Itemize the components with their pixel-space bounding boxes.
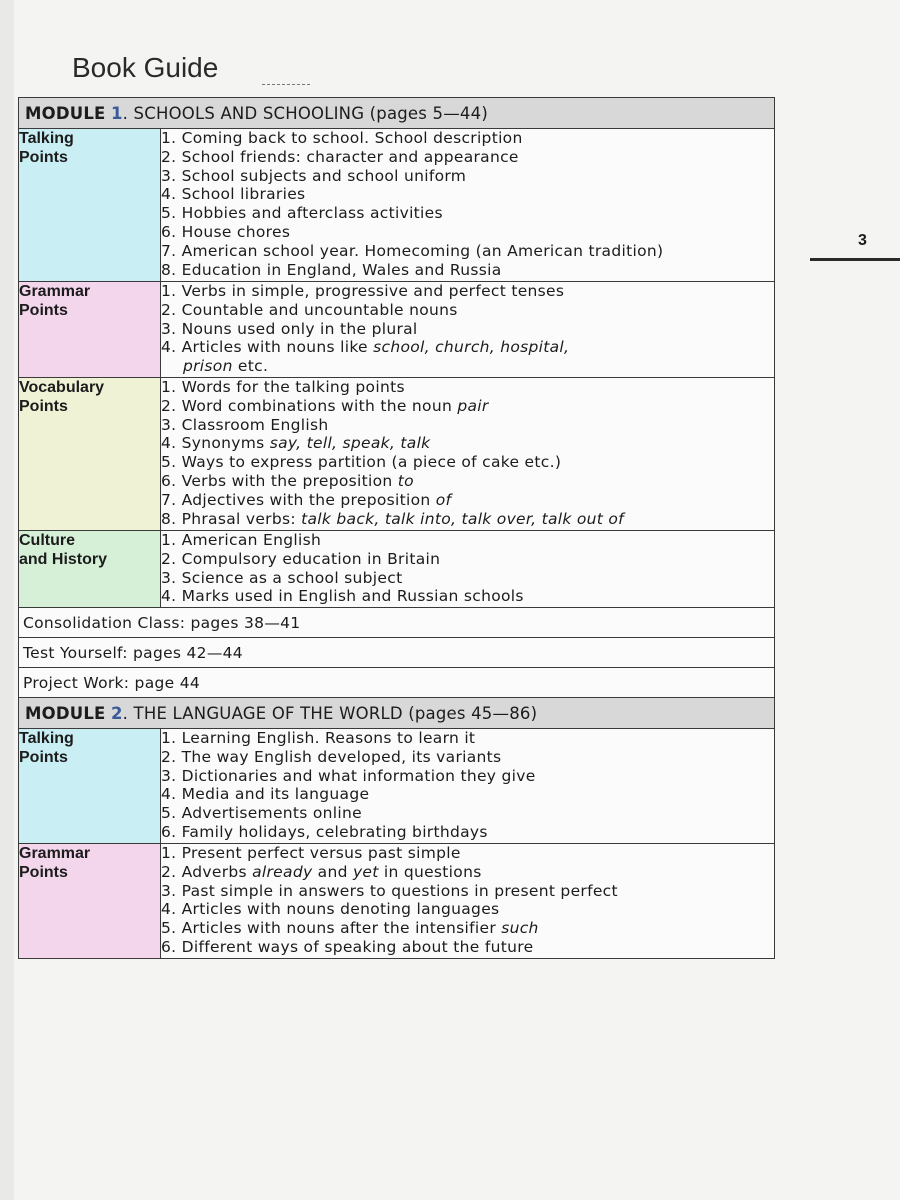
module-1-word: MODULE: [25, 103, 106, 123]
grammar-points-list: [161, 844, 774, 957]
list-item: 1. Words for the talking points: [161, 378, 405, 396]
module-1-culture-row: [19, 531, 775, 608]
item-italic: such: [501, 919, 539, 938]
page-title: Book Guide: [72, 52, 219, 83]
list-item: 3. Nouns used only in the plural: [161, 319, 418, 338]
label-line-2: Points: [19, 749, 68, 766]
label-line-1: Vocabulary: [19, 379, 105, 396]
vocabulary-points-label: [19, 378, 161, 531]
grammar-points-list-cell: [161, 844, 775, 959]
list-item: 5. Hobbies and afterclass activities: [161, 204, 443, 223]
list-item: [161, 863, 774, 882]
module-1-header: [19, 98, 775, 129]
list-item: 1. American English: [161, 531, 322, 549]
grammar-points-label: [19, 844, 161, 959]
module-1-talking-row: [19, 129, 775, 282]
item-italic: already: [252, 862, 313, 881]
label-line-1: Talking: [19, 730, 74, 747]
list-item: 6. Family holidays, celebrating birthdays: [161, 822, 488, 841]
list-item: 1. Verbs in simple, progressive and perfect tenses: [161, 282, 565, 300]
consolidation-class: Consolidation Class: pages 38—41: [19, 608, 775, 638]
grammar-points-list: [161, 282, 774, 376]
page-number-rule: [810, 258, 900, 261]
talking-points-list: [161, 729, 774, 842]
list-item: 1. Coming back to school. School description: [161, 129, 523, 147]
module-2-title: . THE LANGUAGE OF THE WORLD (pages 45—86): [122, 703, 538, 723]
page-edge: [0, 0, 14, 1200]
talking-points-label: [19, 729, 161, 844]
item-italic: of: [435, 490, 452, 509]
list-item: 4. Marks used in English and Russian schools: [161, 587, 524, 606]
module-2-word: MODULE: [25, 703, 106, 723]
list-item: 3. Dictionaries and what information they give: [161, 766, 536, 785]
list-item: [161, 338, 774, 376]
item-italic: school, church, hospital,: [373, 338, 570, 357]
item-text: 4. Synonyms: [161, 434, 270, 453]
label-line-2: Points: [19, 149, 68, 166]
list-item: [161, 397, 774, 416]
module-1-number: 1: [110, 103, 123, 123]
item-italic: prison: [183, 357, 233, 376]
consolidation-row: [19, 608, 775, 638]
module-2-heading: [19, 698, 775, 729]
list-item: 6. Different ways of speaking about the future: [161, 937, 534, 956]
item-continuation: [161, 357, 774, 376]
module-2-talking-row: [19, 729, 775, 844]
list-item: 5. Ways to express partition (a piece of cake etc.): [161, 453, 562, 472]
list-item: 7. American school year. Homecoming (an American tradition): [161, 241, 664, 260]
label-line-1: Grammar: [19, 283, 91, 300]
item-italic: talk back, talk into, talk over, talk out of: [301, 509, 624, 528]
item-italic: say, tell, speak, talk: [269, 434, 431, 453]
list-item: 3. School subjects and school uniform: [161, 166, 467, 185]
list-item: [161, 472, 774, 491]
talking-points-label: [19, 129, 161, 282]
project-row: [19, 668, 775, 698]
vocabulary-points-list: [161, 378, 774, 528]
list-item: [161, 919, 774, 938]
module-1-grammar-row: [19, 282, 775, 378]
item-text: 2. Word combinations with the noun: [161, 396, 458, 415]
list-item: 1. Present perfect versus past simple: [161, 844, 461, 862]
item-text: 4. Articles with nouns like: [161, 338, 374, 357]
book-guide-table: [18, 97, 775, 959]
test-yourself: Test Yourself: pages 42—44: [19, 638, 775, 668]
list-item: 2. Compulsory education in Britain: [161, 549, 441, 568]
item-text: and: [312, 862, 353, 881]
list-item: 1. Learning English. Reasons to learn it: [161, 729, 476, 747]
page-number: 3: [858, 232, 867, 249]
label-line-1: Grammar: [19, 845, 91, 862]
item-text: 5. Articles with nouns after the intensifier: [161, 919, 502, 938]
item-text: 8. Phrasal verbs:: [161, 509, 302, 528]
module-1-heading: [19, 98, 775, 129]
label-line-2: Points: [19, 398, 68, 415]
item-italic: to: [397, 471, 414, 490]
talking-points-list-cell: [161, 129, 775, 282]
item-text: in questions: [378, 862, 482, 881]
culture-history-list: [161, 531, 774, 606]
list-item: 5. Advertisements online: [161, 804, 362, 823]
module-2-grammar-row: [19, 844, 775, 959]
project-work: Project Work: page 44: [19, 668, 775, 698]
list-item: 2. Countable and uncountable nouns: [161, 300, 458, 319]
talking-points-list-cell: [161, 729, 775, 844]
item-italic: yet: [352, 862, 379, 881]
item-text: etc.: [232, 357, 269, 376]
list-item: 4. Media and its language: [161, 785, 370, 804]
list-item: [161, 491, 774, 510]
list-item: [161, 510, 774, 529]
list-item: 3. Classroom English: [161, 415, 329, 434]
list-item: 2. School friends: character and appearance: [161, 147, 519, 166]
list-item: 2. The way English developed, its variants: [161, 747, 502, 766]
test-row: [19, 638, 775, 668]
list-item: 3. Past simple in answers to questions in present perfect: [161, 881, 618, 900]
grammar-points-list-cell: [161, 282, 775, 378]
item-italic: pair: [457, 396, 489, 415]
grammar-points-label: [19, 282, 161, 378]
vocabulary-points-list-cell: [161, 378, 775, 531]
list-item: 4. School libraries: [161, 185, 306, 204]
module-2-header: [19, 698, 775, 729]
list-item: [161, 434, 774, 453]
list-item: 3. Science as a school subject: [161, 568, 403, 587]
item-text: 6. Verbs with the preposition: [161, 471, 398, 490]
module-1-title: . SCHOOLS AND SCHOOLING (pages 5—44): [122, 103, 488, 123]
list-item: 4. Articles with nouns denoting languages: [161, 900, 500, 919]
module-2-number: 2: [110, 703, 123, 723]
item-text: 7. Adjectives with the preposition: [161, 490, 436, 509]
title-underline: [262, 84, 310, 85]
label-line-2: Points: [19, 302, 68, 319]
label-line-1: Talking: [19, 130, 74, 147]
label-line-2: Points: [19, 864, 68, 881]
label-line-1: Culture: [19, 532, 75, 549]
module-1-vocabulary-row: [19, 378, 775, 531]
label-line-2: and History: [19, 551, 108, 568]
culture-history-list-cell: [161, 531, 775, 608]
item-text: 2. Adverbs: [161, 862, 253, 881]
talking-points-list: [161, 129, 774, 279]
list-item: 8. Education in England, Wales and Russia: [161, 260, 502, 279]
culture-history-label: [19, 531, 161, 608]
list-item: 6. House chores: [161, 222, 291, 241]
